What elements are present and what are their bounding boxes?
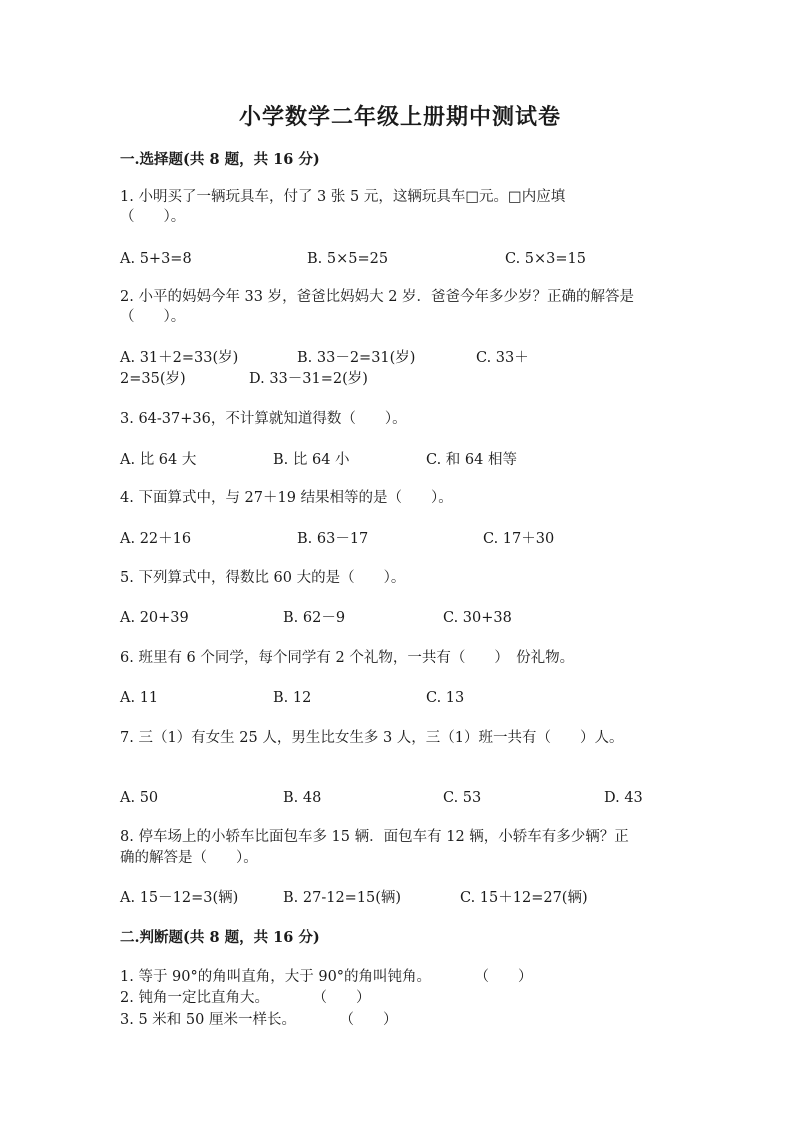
- option-6a: A. 11: [120, 690, 159, 706]
- question-stem-2-line-1: 2. 小平的妈妈今年 33 岁，爸爸比妈妈大 2 岁．爸爸今年多少岁？正确的解答是: [120, 289, 635, 305]
- option-2b: B. 33－2=31(岁): [297, 350, 416, 366]
- question-stem-1-line-2: （ ）。: [120, 209, 186, 225]
- section-heading-judgement: 二.判断题(共 8 题，共 16 分): [120, 929, 320, 946]
- judgement-item-3: 3. 5 米和 50 厘米一样长。 （ ）: [120, 1012, 398, 1028]
- option-2d: D. 33－31=2(岁): [249, 371, 368, 387]
- option-5b: B. 62－9: [283, 610, 346, 626]
- option-7b: B. 48: [283, 790, 322, 806]
- option-6b: B. 12: [273, 690, 312, 706]
- question-stem-2-line-2: （ ）。: [120, 309, 186, 325]
- option-7d: D. 43: [604, 790, 643, 806]
- option-7a: A. 50: [120, 790, 159, 806]
- question-stem-7: 7. 三（1）有女生 25 人，男生比女生多 3 人，三（1）班一共有（ ）人。: [120, 730, 624, 746]
- section-heading-choice: 一.选择题(共 8 题，共 16 分): [120, 151, 320, 168]
- option-3c: C. 和 64 相等: [426, 452, 517, 468]
- option-4a: A. 22＋16: [120, 531, 192, 547]
- question-stem-3: 3. 64-37+36，不计算就知道得数（ ）。: [120, 411, 407, 427]
- question-stem-1-line-1: 1. 小明买了一辆玩具车，付了 3 张 5 元，这辆玩具车□元。□内应填: [120, 189, 566, 205]
- option-2c-part-1: C. 33＋: [476, 350, 529, 366]
- option-4b: B. 63－17: [297, 531, 369, 547]
- option-4c: C. 17＋30: [483, 531, 555, 547]
- option-8a: A. 15－12=3(辆): [120, 890, 239, 906]
- option-5c: C. 30+38: [443, 610, 512, 626]
- option-3a: A. 比 64 大: [120, 452, 197, 468]
- page-title: 小学数学二年级上册期中测试卷: [238, 104, 561, 130]
- option-2a: A. 31＋2=33(岁): [120, 350, 239, 366]
- option-2c-part-2: 2=35(岁): [120, 371, 186, 387]
- question-stem-8-line-1: 8. 停车场上的小轿车比面包车多 15 辆．面包车有 12 辆，小轿车有多少辆？正: [120, 829, 629, 845]
- option-5a: A. 20+39: [120, 610, 189, 626]
- option-3b: B. 比 64 小: [273, 452, 350, 468]
- judgement-item-2: 2. 钝角一定比直角大。 （ ）: [120, 990, 371, 1006]
- option-7c: C. 53: [443, 790, 482, 806]
- judgement-item-1: 1. 等于 90°的角叫直角，大于 90°的角叫钝角。 （ ）: [120, 969, 533, 985]
- question-stem-6: 6. 班里有 6 个同学，每个同学有 2 个礼物，一共有（ ） 份礼物。: [120, 650, 575, 666]
- option-6c: C. 13: [426, 690, 465, 706]
- question-stem-5: 5. 下列算式中，得数比 60 大的是（ ）。: [120, 570, 406, 586]
- option-1c: C. 5×3=15: [505, 251, 586, 267]
- question-stem-8-line-2: 确的解答是（ ）。: [120, 850, 258, 866]
- question-stem-4: 4. 下面算式中，与 27＋19 结果相等的是（ ）。: [120, 490, 453, 506]
- option-8c: C. 15＋12=27(辆): [460, 890, 588, 906]
- option-8b: B. 27-12=15(辆): [283, 890, 402, 906]
- option-1a: A. 5+3=8: [120, 251, 192, 267]
- option-1b: B. 5×5=25: [307, 251, 389, 267]
